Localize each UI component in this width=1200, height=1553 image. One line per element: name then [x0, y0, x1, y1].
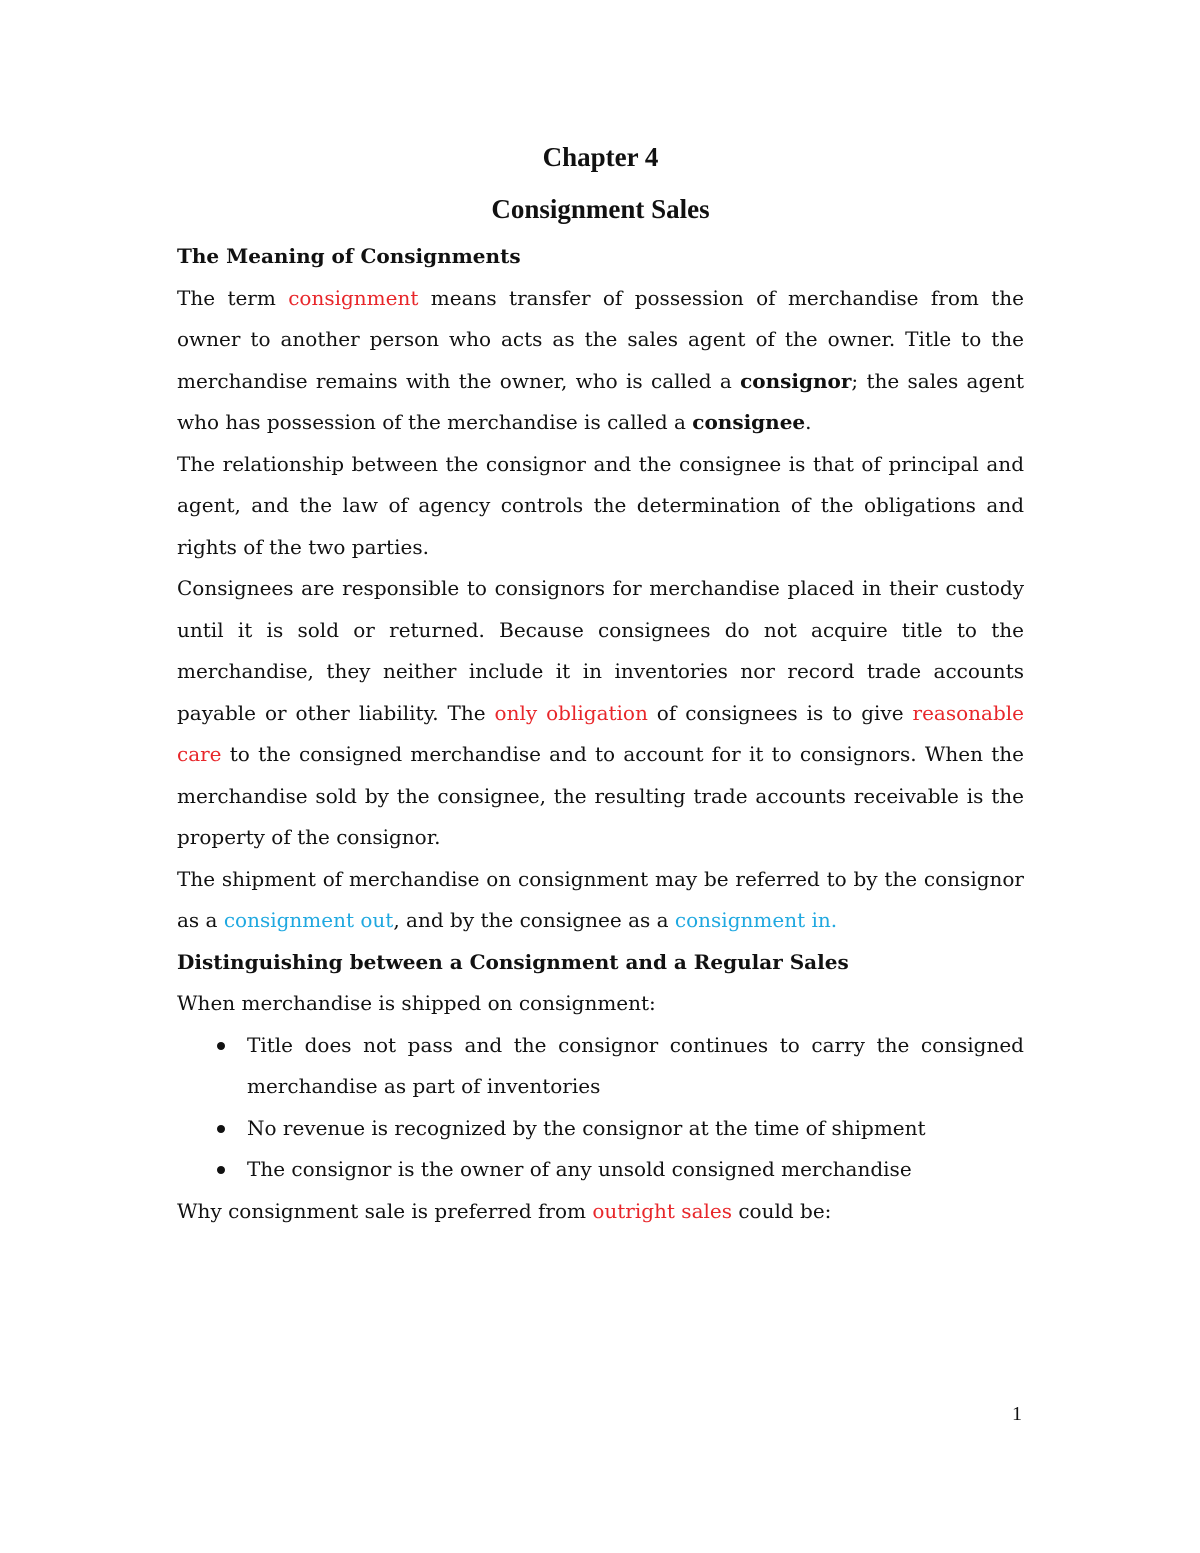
bullet-icon: [217, 1125, 225, 1133]
paragraph-why-preferred: Why consignment sale is preferred from outright sales could be:: [177, 1198, 832, 1223]
paragraph-relationship: The relationship between the consignor and the consignee is that of principal and agent, and the law of agency controls the determination of the obligations and rights of the two parties.: [177, 451, 1024, 559]
term-consignment-out: consignment out: [223, 908, 394, 932]
paragraph-responsibilities: Consignees are responsible to consignors for merchandise placed in their custody until it is sold or returned. Because consignees do not acquire title to the merchandise, they neither include it in inventories nor record trade accounts payable or other liability. The only obligation of consignees is to give reasonable care to the consigned merchandise and to account for it to consignors. When the merchandise sold by the consignee, the resulting trade accounts receivable is the property of the consignor.: [177, 576, 1024, 849]
bullet-icon: [217, 1042, 225, 1050]
paragraph-shipped-intro: When merchandise is shipped on consignment:: [177, 991, 656, 1015]
term-outright-sales: outright sales: [592, 1198, 732, 1223]
bullet-icon: [217, 1166, 225, 1174]
document-page: [177, 140, 1024, 1232]
document-title: Consignment Sales: [491, 194, 710, 224]
term-reasonable-care: reasonable care: [177, 700, 1024, 766]
bullet-list: [177, 1025, 1024, 1191]
paragraph-definition: The term consignment means transfer of possession of merchandise from the owner to another person who acts as the sales agent of the owner. Title to the merchandise remains with the owner, who is called a consignor; the sales agent who has possession of the merchandise is called a consignee.: [177, 285, 1024, 434]
section-heading-meaning: The Meaning of Consignments: [177, 244, 521, 268]
term-only-obligation: only obligation: [494, 700, 648, 725]
term-consignment-in: consignment in.: [674, 908, 838, 932]
term-consignee: consignee: [692, 410, 806, 434]
section-heading-distinguishing: Distinguishing between a Consignment and a Regular Sales: [177, 949, 849, 974]
chapter-title: Chapter 4: [542, 142, 659, 172]
term-consignor: consignor: [740, 368, 852, 393]
paragraph-shipment: The shipment of merchandise on consignment may be referred to by the consignor as a consignment out, and by the consignee as a consignment in.: [177, 866, 1024, 932]
list-item: The consignor is the owner of any unsold consigned merchandise: [177, 1149, 1024, 1191]
term-consignment: consignment: [288, 285, 419, 310]
page-number: 1: [1012, 1403, 1022, 1425]
list-item: No revenue is recognized by the consignor at the time of shipment: [177, 1108, 1024, 1150]
list-item: Title does not pass and the consignor continues to carry the consigned merchandise as part of inventories: [177, 1025, 1024, 1108]
